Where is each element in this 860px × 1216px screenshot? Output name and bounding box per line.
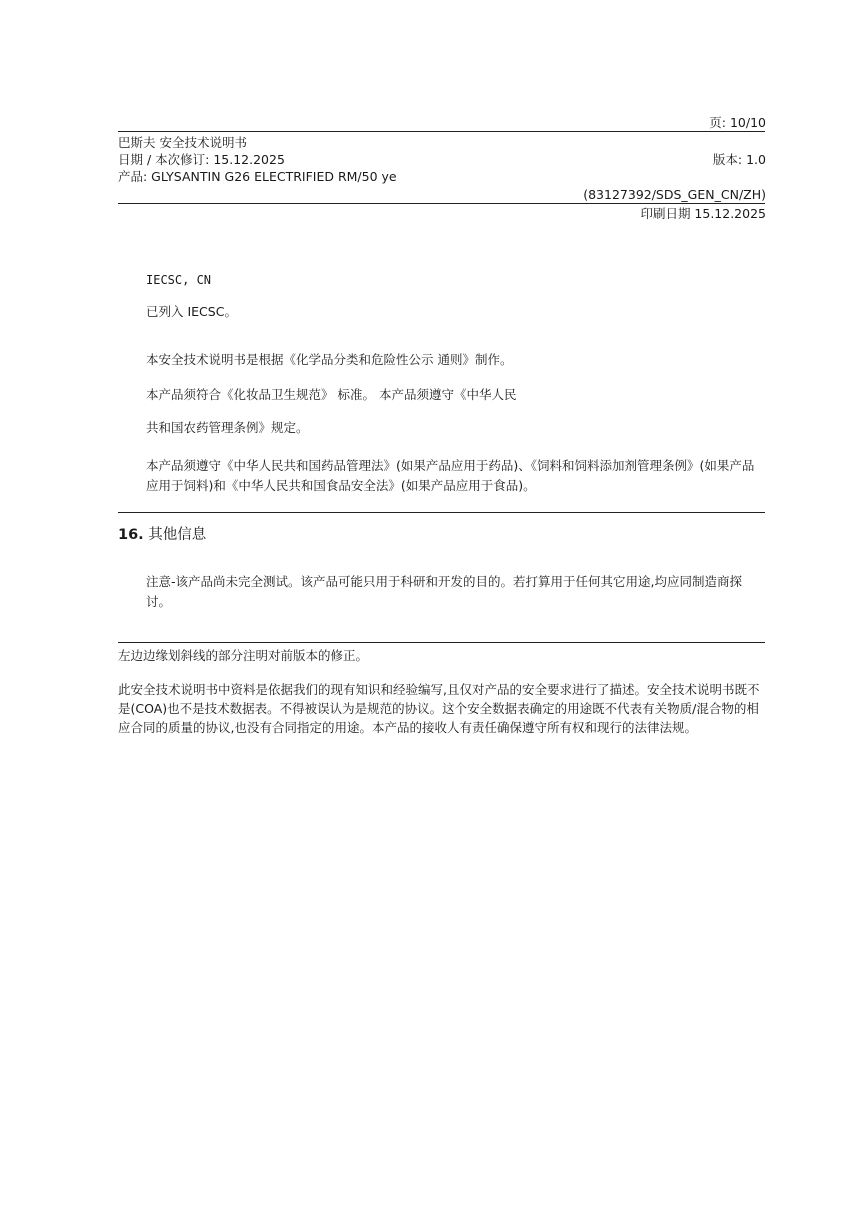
- section-16-heading: [118, 523, 206, 544]
- regulation-paragraph-2-line-1: 本产品须符合《化妆品卫生规范》 标准。 本产品须遵守《中华人民: [146, 387, 517, 402]
- document-code: (83127392/SDS_GEN_CN/ZH): [583, 187, 766, 202]
- revision-note: 左边边缘划斜线的部分注明对前版本的修正。: [118, 648, 369, 663]
- header-bottom-rule: [118, 203, 765, 204]
- inventory-name: IECSC, CN: [146, 273, 212, 287]
- section-16-note: 注意-该产品尚未完全测试。该产品可能只用于科研和开发的目的。若打算用于任何其它用途,均应同制造商探讨。: [146, 574, 742, 609]
- footer-rule: [118, 642, 765, 643]
- document-type: 巴斯夫 安全技术说明书: [118, 135, 247, 150]
- version: 版本: 1.0: [712, 152, 766, 167]
- section-number: 16.: [118, 527, 144, 543]
- section-title: 其他信息: [148, 527, 207, 543]
- disclaimer: 此安全技术说明书中资料是依据我们的现有知识和经验编写,且仅对产品的安全要求进行了描述。安全技术说明书既不是(COA)也不是技术数据表。不得被误认为是规范的协议。这个安全数据表确定的用途既不代表有关物质/混合物的相应合同的质量的协议,也没有合同指定的用途。本产品的接收人有责任确保遵守所有权和现行的法律法规。: [118, 682, 760, 735]
- header-top-rule: [118, 131, 765, 132]
- inventory-status: 已列入 IECSC。: [146, 304, 237, 319]
- regulation-paragraph-2-line-2: 共和国农药管理条例》规定。: [146, 420, 309, 435]
- product-name: 产品: GLYSANTIN G26 ELECTRIFIED RM/50 ye: [118, 169, 397, 184]
- regulation-paragraph-1: 本安全技术说明书是根据《化学品分类和危险性公示 通则》制作。: [146, 352, 513, 367]
- regulation-paragraph-3: 本产品须遵守《中华人民共和国药品管理法》(如果产品应用于药品)、《饲料和饲料添加剂管理条例》(如果产品应用于饲料)和《中华人民共和国食品安全法》(如果产品应用于食品)。: [146, 458, 755, 493]
- date-revision: 日期 / 本次修订: 15.12.2025: [118, 152, 285, 167]
- section-divider: [118, 512, 765, 513]
- print-date: 印刷日期 15.12.2025: [640, 206, 766, 221]
- page-number: 页: 10/10: [709, 115, 766, 130]
